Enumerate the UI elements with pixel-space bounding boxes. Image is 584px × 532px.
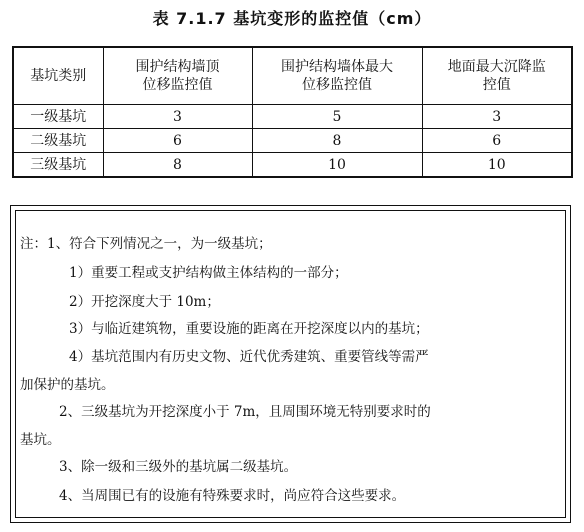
note-line: 2、三级基坑为开挖深度小于 7m，且周围环境无特别要求时的	[59, 404, 431, 420]
cell-wall-top-value: 3	[103, 105, 252, 129]
cell-wall-max-value: 5	[252, 105, 422, 129]
note-line: 1）重要工程或支护结构做主体结构的一部分；	[69, 265, 348, 281]
header-wall-top-displacement-line2: 位移监控值	[142, 77, 213, 93]
header-wall-top-displacement	[103, 47, 252, 105]
deformation-table	[12, 46, 573, 178]
cell-wall-max-value: 8	[252, 129, 422, 153]
header-ground-settlement	[422, 47, 572, 105]
table-header-row	[13, 47, 572, 105]
note-line: 注：1、符合下列情况之一，为一级基坑；	[20, 236, 272, 252]
table-title: 表 7.1.7 基坑变形的监控值（cm）	[152, 9, 432, 28]
header-wall-max-displacement-line1: 围护结构墙体最大	[281, 59, 393, 75]
note-line: 加保护的基坑。	[20, 377, 115, 393]
cell-wall-max-value: 10	[252, 153, 422, 178]
cell-foundation-type: 一级基坑	[13, 105, 103, 129]
header-foundation-type	[13, 47, 103, 105]
notes-box	[10, 205, 571, 523]
table-row	[13, 153, 572, 178]
cell-ground-settlement-value: 6	[422, 129, 572, 153]
cell-wall-top-value: 8	[103, 153, 252, 178]
note-line: 基坑。	[20, 432, 61, 448]
cell-ground-settlement-value: 3	[422, 105, 572, 129]
header-wall-top-displacement-line1: 围护结构墙顶	[135, 59, 220, 75]
cell-foundation-type: 二级基坑	[13, 129, 103, 153]
note-line: 3、除一级和三级外的基坑属二级基坑。	[59, 459, 298, 475]
note-line: 4）基坑范围内有历史文物、近代优秀建筑、重要管线等需严	[69, 349, 429, 365]
cell-ground-settlement-value: 10	[422, 153, 572, 178]
note-line: 4、当周围已有的设施有特殊要求时，尚应符合这些要求。	[59, 488, 406, 504]
header-wall-max-displacement	[252, 47, 422, 105]
header-foundation-type-label: 基坑类别	[30, 68, 87, 84]
header-ground-settlement-line2: 控值	[482, 77, 511, 93]
cell-foundation-type: 三级基坑	[13, 153, 103, 178]
header-ground-settlement-line1: 地面最大沉降监	[447, 59, 546, 75]
note-line: 3）与临近建筑物，重要设施的距离在开挖深度以内的基坑；	[69, 321, 429, 337]
note-line: 2）开挖深度大于 10m；	[69, 294, 220, 310]
cell-wall-top-value: 6	[103, 129, 252, 153]
table-row	[13, 129, 572, 153]
table-row	[13, 105, 572, 129]
header-wall-max-displacement-line2: 位移监控值	[302, 77, 372, 93]
